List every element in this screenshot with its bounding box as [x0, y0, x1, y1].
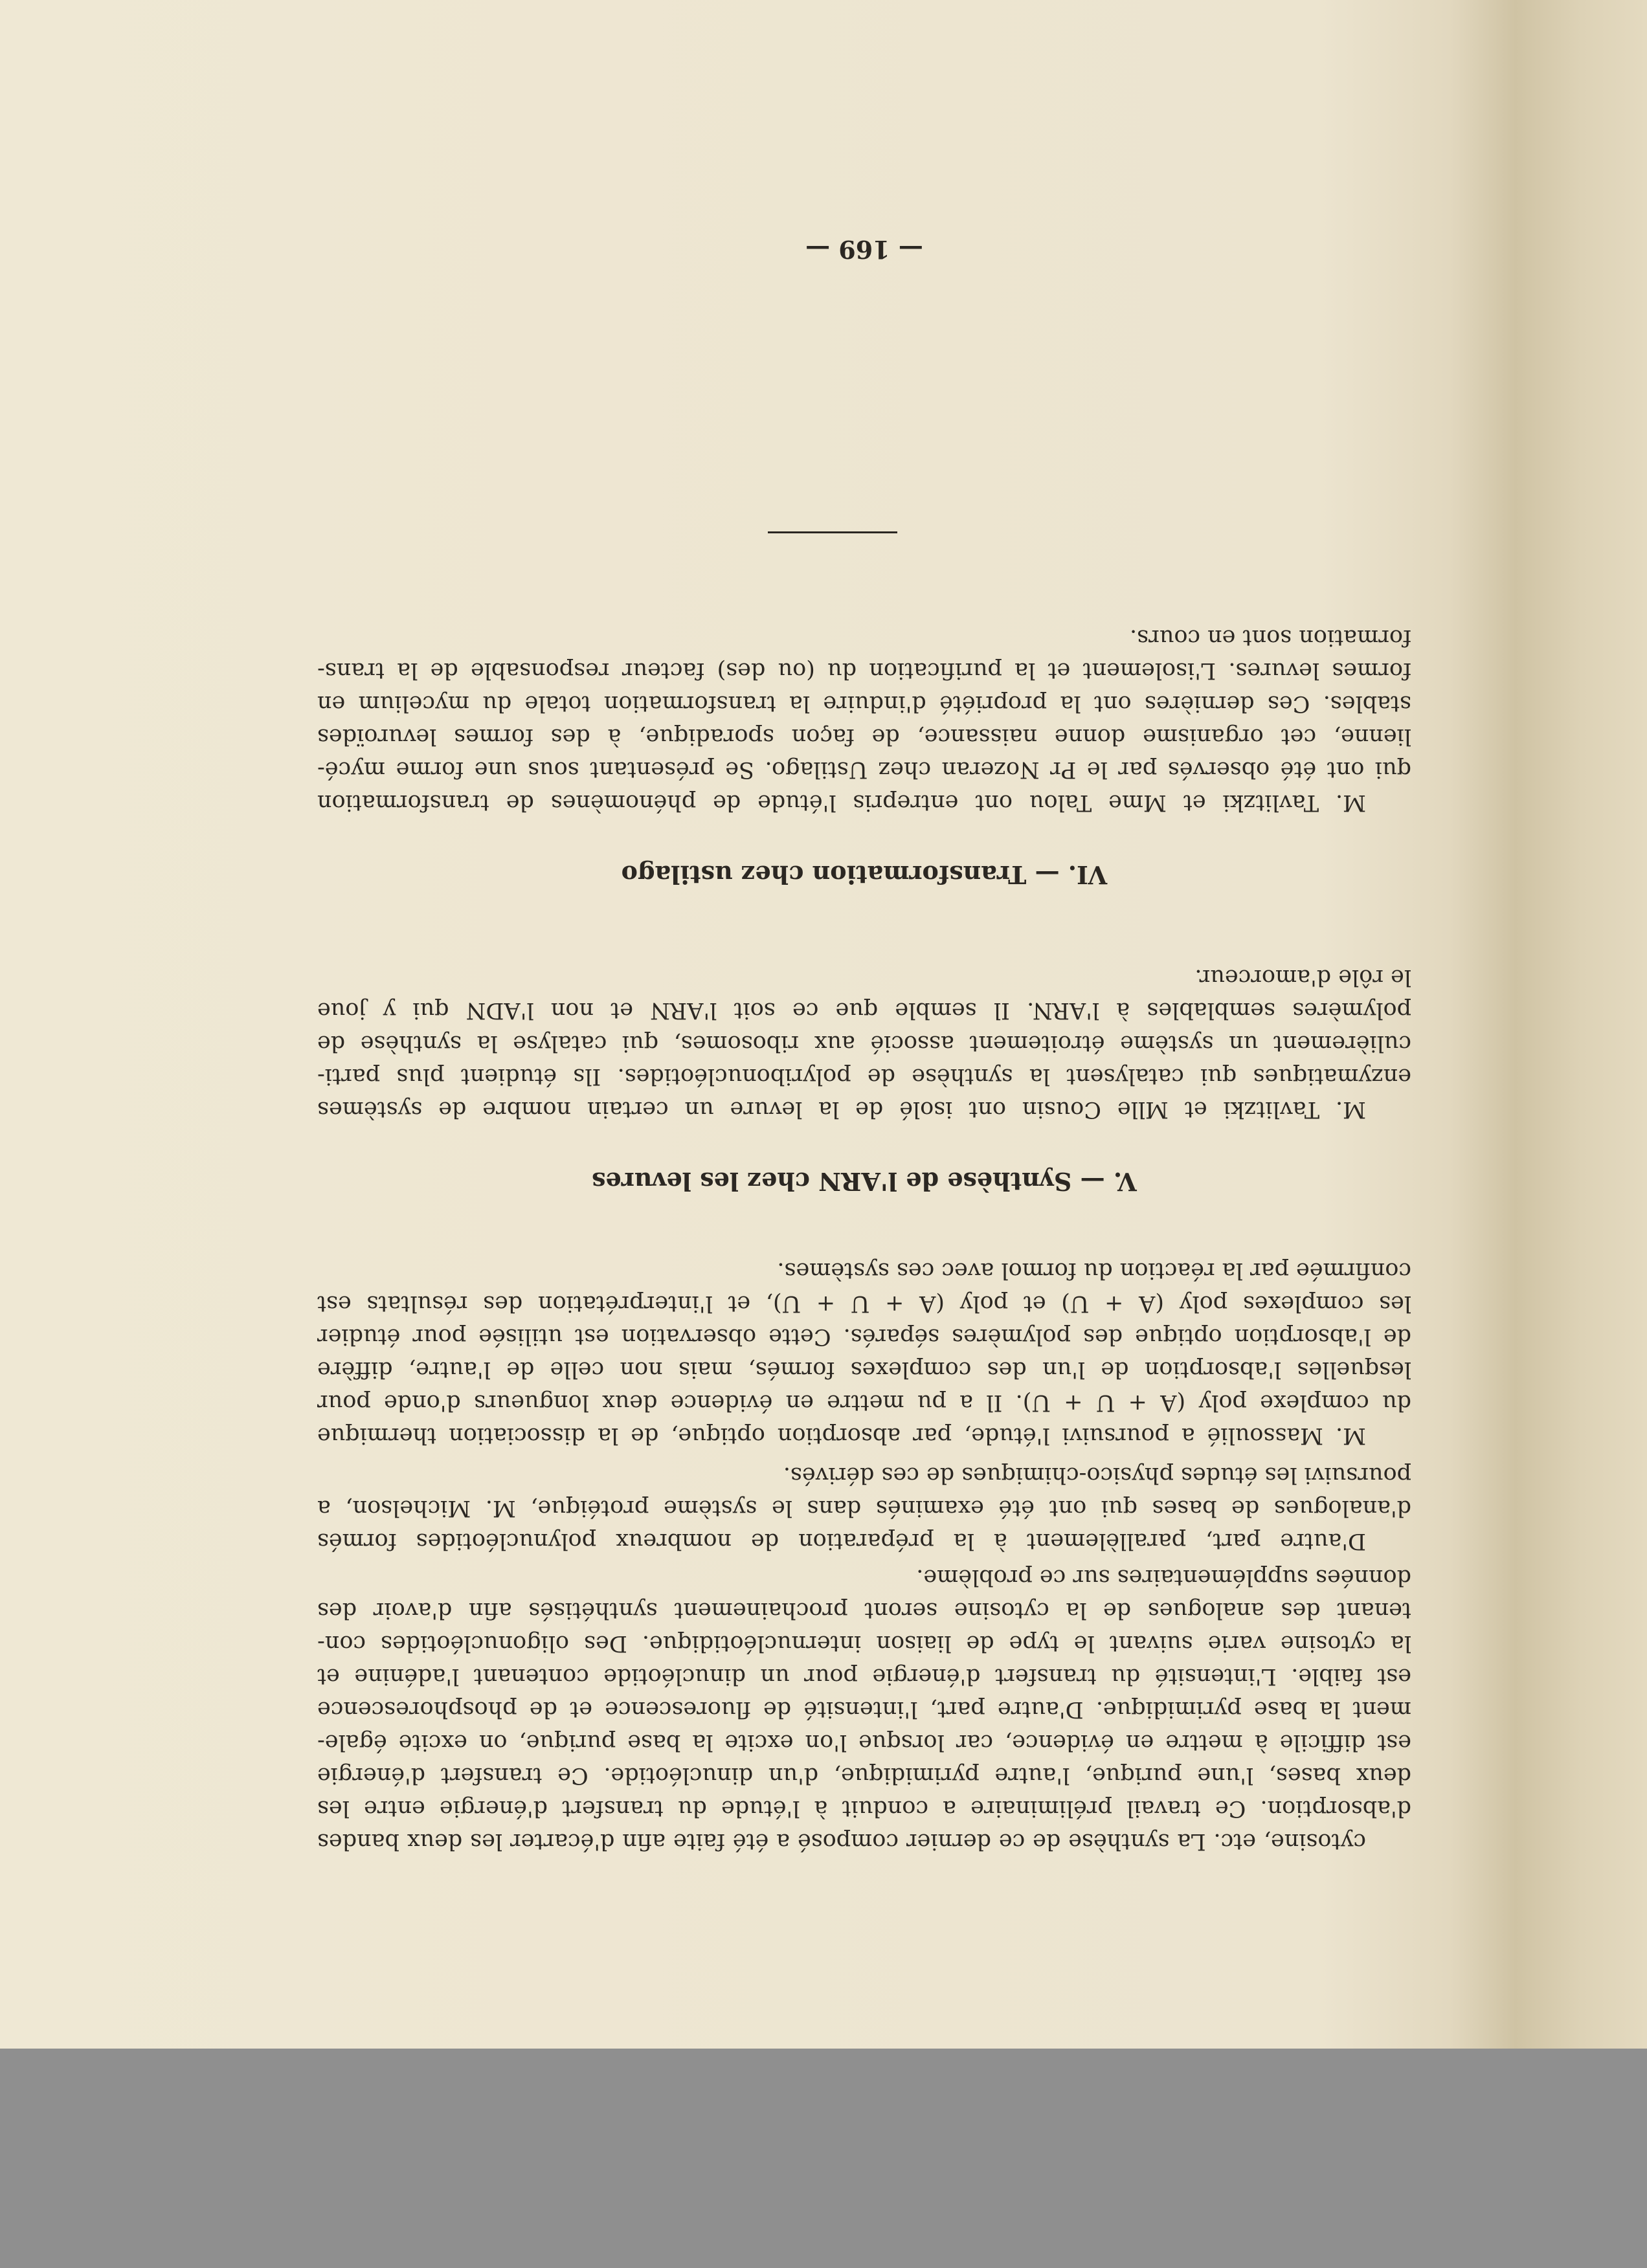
text-line: qui ont été observés par le Pr Nozeran chez Ustilago. Se présentant sous une forme mycé-	[317, 757, 1411, 783]
text-line: lienne, cet organisme donne naissance, de façon sporadique, à des formes levuroïdes	[317, 724, 1411, 750]
page-number: — 169 —	[805, 235, 923, 264]
text-line: lesquelles l'absorption de l'un des complexes formés, mais non celle de l'autre, diffère	[317, 1357, 1411, 1383]
text-line: culièrement un système étroitement associé aux ribosomes, qui catalyse la synthèse de	[317, 1030, 1411, 1056]
text-line: M. Massoulié a poursuivi l'étude, par absorption optique, de la dissociation thermique	[317, 1423, 1366, 1449]
text-line: données supplémentaires sur ce problème.	[916, 1564, 1411, 1590]
text-line: le rôle d'amorceur.	[1194, 964, 1411, 990]
paragraph-arn-levures	[317, 961, 1411, 1126]
text-line: la cytosine varie suivant le type de liaison internucléotidique. Des oligonucléotides con-	[317, 1630, 1411, 1656]
text-line: les complexes poly (A + U) et poly (A + U + U), et l'interprétation des résultats est	[317, 1291, 1411, 1317]
text-line: deux bases, l'une purique, l'autre pyrimidique, d'un dinucléotide. Ce transfert d'énergie	[317, 1762, 1411, 1788]
text-line: formation sont en cours.	[1130, 625, 1411, 650]
text-line: D'autre part, parallèlement à la préparation de nombreux polynucléotides formés	[317, 1528, 1366, 1554]
text-line: d'analogues de bases qui ont été examinés dans le système protéique, M. Michelson, a	[317, 1495, 1411, 1521]
text-line: est faible. L'intensité du transfert d'énergie pour un dinucléotide contenant l'adénine et	[317, 1663, 1411, 1689]
text-line: du complexe poly (A + U + U). Il a pu mettre en évidence deux longueurs d'onde pour	[317, 1390, 1411, 1416]
text-line: confirmée par la réaction du formol avec ces systèmes.	[777, 1258, 1411, 1284]
section-heading-v: V. — Synthèse de l'ARN chez les levures	[592, 1167, 1137, 1196]
paragraph-massoulie	[317, 1254, 1411, 1452]
end-rule	[768, 531, 897, 533]
text-line: tenant des analogues de la cytosine seront prochainement synthétisés afin d'avoir des	[317, 1597, 1411, 1623]
paragraph-ustilago	[317, 621, 1411, 819]
text-line: polymères semblables à l'ARN. Il semble que ce soit l'ARN et non l'ADN qui y joue	[317, 997, 1411, 1023]
text-line: poursuivi les études physico-chimiques de ces dérivés.	[783, 1462, 1411, 1488]
text-line: de l'absorption optique des polymères séparés. Cette observation est utilisée pour étudier	[317, 1324, 1411, 1350]
text-line: est difficile à mettre en évidence, car lorsque l'on excite la base purique, on excite égale-	[317, 1729, 1411, 1755]
text-line: d'absorption. Ce travail préliminaire a conduit à l'étude du transfert d'énergie entre les	[317, 1796, 1411, 1821]
text-line: stables. Ces dernières ont la propriété d'induire la transformation totale du mycelium en	[317, 691, 1411, 717]
paragraph-michelson	[317, 1458, 1411, 1557]
text-line: ment la base pyrimidique. D'autre part, l'intensité de fluorescence et de phosphorescence	[317, 1696, 1411, 1722]
text-line: formes levures. L'isolement et la purification du (ou des) facteur responsable de la trans-	[317, 658, 1411, 684]
text-line: M. Tavlitzki et Mme Talou ont entrepris l'étude de phénomènes de transformation	[317, 790, 1366, 816]
text-line: enzymatiques qui catalysent la synthèse de polyribonucléotides. Ils étudient plus parti-	[317, 1063, 1411, 1089]
text-line: M. Tavlitzki et Mlle Cousin ont isolé de la levure un certain nombre de systèmes	[317, 1096, 1366, 1122]
section-heading-vi: VI. — Transformation chez ustilago	[621, 860, 1108, 889]
text-line: cytosine, etc. La synthèse de ce dernier composé a été faite afin d'écarter les deux bandes	[317, 1829, 1366, 1854]
paragraph-cytosine	[317, 1561, 1411, 1858]
